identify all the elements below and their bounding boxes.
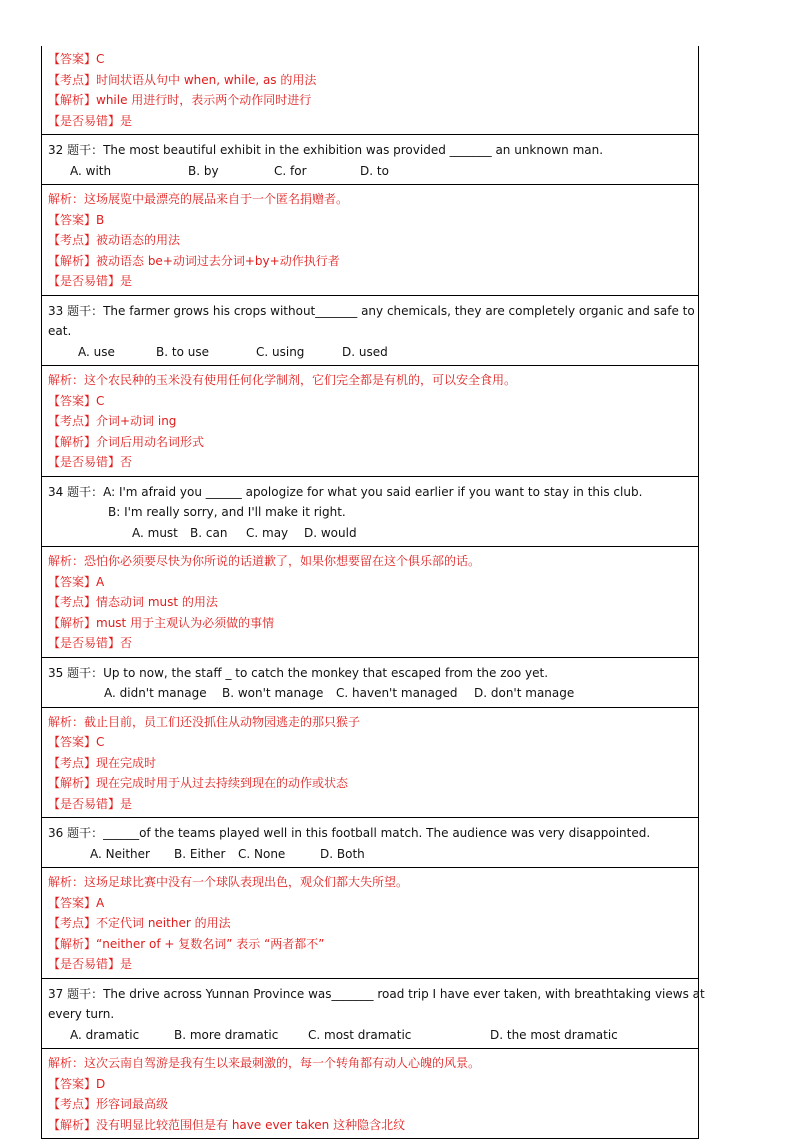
q33-stem-block bbox=[42, 296, 698, 367]
answer-line: 【答案】D bbox=[48, 1076, 106, 1091]
analysis-line: 【解析】现在完成时用于从过去持续到现在的动作或状态 bbox=[48, 776, 349, 790]
options-row bbox=[48, 161, 692, 182]
explain-line: 解析：恐怕你必须要尽快为你所说的话道歉了，如果你想要留在这个俱乐部的话。 bbox=[48, 554, 481, 568]
option-c: C. None bbox=[238, 846, 286, 861]
q36-stem-block bbox=[42, 818, 698, 868]
topic-line: 【考点】现在完成时 bbox=[48, 755, 157, 770]
option-d: D. would bbox=[304, 525, 357, 540]
option-d: D. to bbox=[360, 163, 389, 178]
option-d: D. don't manage bbox=[474, 686, 575, 700]
option-a: A. didn't manage bbox=[104, 686, 207, 700]
topic-line: 【考点】时间状语从句中 when, while, as 的用法 bbox=[48, 72, 317, 87]
answer-sheet bbox=[41, 46, 705, 1139]
analysis-line: 【解析】“neither of + 复数名词” 表示 “两者都不” bbox=[48, 936, 325, 951]
option-a: A. dramatic bbox=[70, 1027, 140, 1042]
option-b: B. won't manage bbox=[222, 686, 324, 700]
option-a: A. Neither bbox=[90, 846, 150, 861]
q34-explain-block bbox=[42, 547, 698, 658]
option-b: B. by bbox=[188, 163, 219, 178]
option-c: C. may bbox=[246, 525, 289, 540]
analysis-line: 【解析】被动语态 be+动词过去分词+by+动作执行者 bbox=[48, 253, 340, 268]
q35-explain-block bbox=[42, 708, 698, 819]
q34-stem-block bbox=[42, 477, 698, 548]
q36-explain-block bbox=[42, 868, 698, 979]
error-prone-line: 【是否易错】是 bbox=[48, 113, 133, 128]
analysis-line: 【解析】must 用于主观认为必须做的事情 bbox=[48, 615, 275, 630]
topic-line: 【考点】不定代词 neither 的用法 bbox=[48, 916, 231, 930]
answer-line: 【答案】A bbox=[48, 895, 105, 910]
question-stem: 33 题干：The farmer grows his crops without_______ any chemicals, they are completely organic and safe to bbox=[48, 303, 695, 318]
analysis-line: 【解析】没有明显比较范围但是有 have ever taken 这种隐含北纹 bbox=[48, 1117, 406, 1132]
question-stem-cont: B: I'm really sorry, and I'll make it right. bbox=[108, 505, 346, 519]
error-prone-line: 【是否易错】是 bbox=[48, 796, 133, 811]
q35-stem-block bbox=[42, 658, 698, 708]
options-row bbox=[48, 342, 692, 363]
options-row bbox=[48, 844, 692, 865]
topic-line: 【考点】形容词最高级 bbox=[48, 1097, 169, 1111]
error-prone-line: 【是否易错】是 bbox=[48, 957, 133, 971]
question-stem: 32 题干：The most beautiful exhibit in the exhibition was provided _______ an unknown man. bbox=[48, 143, 604, 157]
option-d: D. Both bbox=[320, 846, 365, 861]
q32-explain-block bbox=[42, 185, 698, 296]
q37-stem-block bbox=[42, 979, 705, 1050]
option-c: C. using bbox=[256, 344, 305, 359]
topic-line: 【考点】介词+动词 ing bbox=[48, 414, 177, 428]
answer-line: 【答案】A bbox=[48, 574, 105, 589]
question-stem: 34 题干：A: I'm afraid you ______ apologize for what you said earlier if you want to stay in this club. bbox=[48, 484, 643, 499]
analysis-line: 【解析】介词后用动名词形式 bbox=[48, 434, 205, 449]
topic-line: 【考点】情态动词 must 的用法 bbox=[48, 595, 218, 609]
explain-line: 解析：截止目前，员工们还没抓住从动物园逃走的那只猴子 bbox=[48, 714, 361, 729]
option-b: B. to use bbox=[156, 344, 209, 359]
error-prone-line: 【是否易错】否 bbox=[48, 636, 133, 650]
options-row bbox=[48, 683, 692, 704]
options-row bbox=[48, 1025, 692, 1046]
question-stem-cont: every turn. bbox=[48, 1007, 115, 1021]
option-c: C. for bbox=[274, 163, 307, 178]
q37-explain-block bbox=[42, 1049, 698, 1139]
answer-line: 【答案】C bbox=[48, 393, 105, 408]
answer-line: 【答案】C bbox=[48, 52, 105, 66]
option-c: C. haven't managed bbox=[336, 686, 458, 700]
option-b: B. Either bbox=[174, 846, 226, 861]
option-b: B. more dramatic bbox=[174, 1027, 279, 1042]
explain-line: 解析：这场足球比赛中没有一个球队表现出色，观众们都大失所望。 bbox=[48, 875, 409, 889]
q33-explain-block bbox=[42, 366, 698, 477]
question-stem: 36 题干：______of the teams played well in this football match. The audience was very disappointed. bbox=[48, 826, 651, 840]
option-a: A. with bbox=[70, 163, 112, 178]
option-c: C. most dramatic bbox=[308, 1027, 412, 1042]
option-a: A. use bbox=[78, 344, 115, 359]
question-stem-cont: eat. bbox=[48, 324, 72, 338]
q31-explain-block bbox=[42, 46, 698, 135]
error-prone-line: 【是否易错】否 bbox=[48, 455, 133, 469]
question-stem: 37 题干：The drive across Yunnan Province was_______ road trip I have ever taken, with breathtaking views at bbox=[48, 986, 705, 1001]
answer-line: 【答案】B bbox=[48, 212, 105, 227]
option-a: A. must bbox=[132, 525, 178, 540]
explain-line: 解析：这个农民种的玉米没有使用任何化学制剂，它们完全都是有机的，可以安全食用。 bbox=[48, 373, 517, 387]
error-prone-line: 【是否易错】是 bbox=[48, 274, 133, 288]
analysis-line: 【解析】while 用进行时，表示两个动作同时进行 bbox=[48, 93, 312, 107]
q32-stem-block bbox=[42, 135, 698, 185]
explain-line: 解析：这次云南自驾游是我有生以来最刺激的，每一个转角都有动人心魄的风景。 bbox=[48, 1056, 481, 1070]
answer-line: 【答案】C bbox=[48, 735, 105, 749]
option-d: D. the most dramatic bbox=[490, 1027, 618, 1042]
question-stem: 35 题干：Up to now, the staff _ to catch the monkey that escaped from the zoo yet. bbox=[48, 665, 549, 680]
explain-line: 解析：这场展览中最漂亮的展品来自于一个匿名捐赠者。 bbox=[48, 192, 349, 206]
option-b: B. can bbox=[190, 525, 228, 540]
options-row bbox=[48, 523, 692, 544]
topic-line: 【考点】被动语态的用法 bbox=[48, 233, 181, 247]
option-d: D. used bbox=[342, 344, 388, 359]
